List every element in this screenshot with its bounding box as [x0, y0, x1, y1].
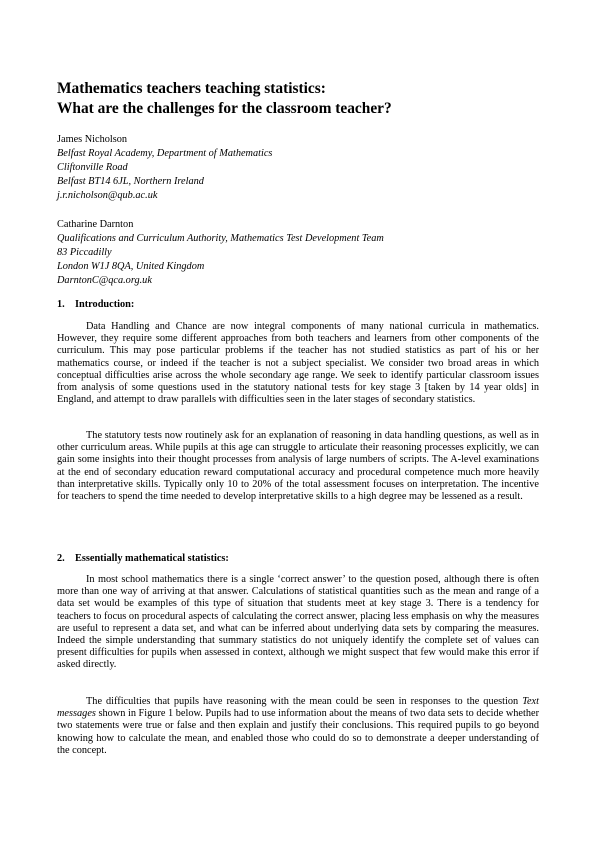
section-title: Essentially mathematical statistics: [75, 553, 229, 564]
author-institution: Qualifications and Curriculum Authority, Mathematics Test Development Team [57, 233, 384, 244]
author-name: Catharine Darnton [57, 219, 134, 230]
section-heading-mathematical-statistics [57, 552, 229, 566]
author-name: James Nicholson [57, 134, 128, 145]
author-email[interactable]: DarntonC@qca.org.uk [57, 275, 152, 286]
paragraph-text: The difficulties that pupils have reasoning with the mean could be seen in responses to the question [86, 696, 523, 707]
question-title: Text messages [57, 696, 539, 720]
author-institution: Belfast Royal Academy, Department of Mathematics [57, 148, 273, 159]
paragraph: Data Handling and Chance are now integral components of many national curricula in mathematics. However, they require some different approaches from both teachers and learners from other components of the curriculum. This may pose particular problems if the teacher has not studied statistics as part of his or her mathematics course, or indeed if the teacher is not a subject specialist. We consider two broad areas in which conceptual difficulties arise across the whole secondary age range. We seek to identify particular classroom issues from analysis of some questions used in the statutory national tests for key stage 3 [taken by 14 year olds] in England, and attempt to draw parallels with difficulties seen in the later stages of secondary statistics. [57, 321, 539, 406]
section-number: 1. [57, 299, 65, 310]
author-city: London W1J 8QA, United Kingdom [57, 261, 205, 272]
paragraph: In most school mathematics there is a single ‘correct answer’ to the question posed, although there is often more than one way of arriving at that answer. Calculations of statistical quantities such as the mean and range of a data set would be examples of this type of situation that students meet at key stage 3. There is a tendency for teachers to focus on procedural aspects of calculating the correct answer, placing less emphasis on why the measures are useful to represent a data set, and what can be inferred about underlying data sets by comparing the measures. Indeed the simple understanding that summary statistics do not uniquely identify the complete set of values can present difficulties for pupils when assessed in context, although we might suspect that few would make this error if asked directly. [57, 574, 539, 671]
section-number: 2. [57, 553, 65, 564]
title-line-1: Mathematics teachers teaching statistics: [57, 80, 326, 97]
title-line-2: What are the challenges for the classroom teacher? [57, 100, 392, 117]
paragraph [57, 696, 539, 757]
section-title: Introduction: [75, 299, 135, 310]
author-block-1 [57, 133, 557, 203]
author-street: Cliftonville Road [57, 162, 128, 173]
paragraph-text: shown in Figure 1 below. Pupils had to use information about the means of two data sets to decide whether two statements were true or false and then explain and justify their conclusions. This required pupils to go beyond knowing how to calculate the mean, and enabled those who could do so to demonstrate a deeper understanding of the concept. [57, 708, 539, 756]
section-heading-introduction [57, 298, 134, 312]
author-email[interactable]: j.r.nicholson@qub.ac.uk [57, 190, 158, 201]
paper-title [57, 79, 557, 119]
paragraph: The statutory tests now routinely ask for an explanation of reasoning in data handling questions, as well as in other curriculum areas. While pupils at this age can struggle to articulate their reasoning processes explicitly, we can gain some insights into their thought processes from analysis of large numbers of scripts. The A-level examinations at the end of secondary education reward computational accuracy and procedural competence much more heavily than interpretative skills. Typically only 10 to 20% of the total assessment focuses on interpretation. The incentive for teachers to spend the time needed to develop interpretative skills to a high degree may be lessened as a result. [57, 430, 539, 503]
author-city: Belfast BT14 6JL, Northern Ireland [57, 176, 204, 187]
author-street: 83 Piccadilly [57, 247, 112, 258]
author-block-2 [57, 218, 557, 288]
